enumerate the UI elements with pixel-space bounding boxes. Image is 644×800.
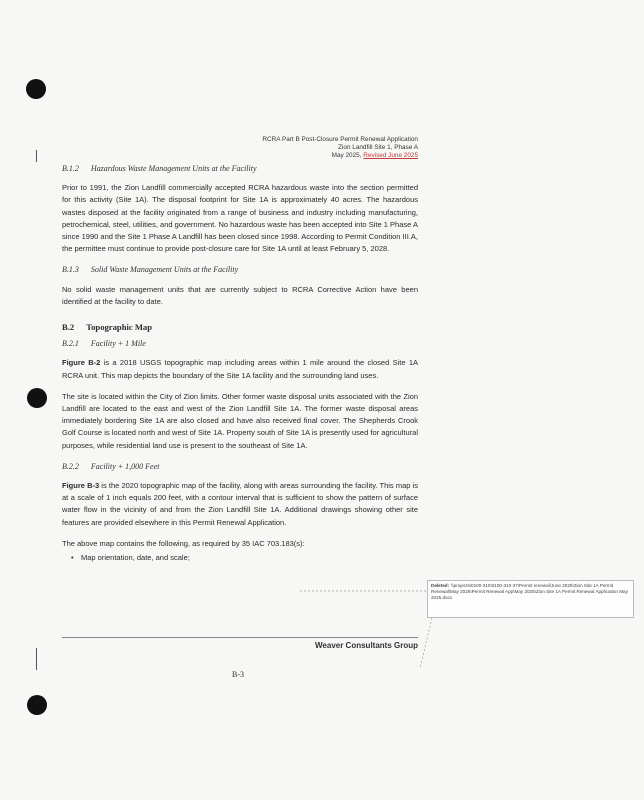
punch-hole-bottom (27, 695, 47, 715)
section-title: Topographic Map (86, 322, 153, 333)
section-b22-paragraph-1 (62, 480, 418, 529)
tracked-change-comment[interactable] (427, 580, 634, 618)
section-number: B.2 (62, 322, 75, 333)
section-b21-paragraph-1 (62, 357, 418, 381)
section-b22-heading (62, 461, 418, 473)
section-number: B.2.1 (62, 339, 79, 349)
header-line-2: Zion Landfill Site 1, Phase A (338, 144, 418, 152)
paragraph-text: is a 2018 USGS topographic map including areas within 1 mile around the closed Site 1A RCRA unit. This map depicts the boundary of the Site 1A facility and the surrounding land uses. (62, 358, 418, 380)
running-header (262, 136, 418, 161)
header-line-1: RCRA Part B Post-Closure Permit Renewal Application (262, 136, 418, 143)
section-b13-heading (62, 264, 418, 276)
section-b21-paragraph-2: The site is located within the City of Zion limits. Other former waste disposal units associated with the Zion Landfill are located to the east and west of the Zion Landfill Site 1A. The former waste disposal areas immediately bordering Site 1A are also closed and have also received final cover. The Shepherds Crook Golf Course is located north and west of Site 1A. Property south of Site 1A is presently used for agricultural purposes, while residential land use is present to the southeast of Site 1A. (62, 391, 418, 450)
section-number: B.1.3 (62, 265, 79, 275)
section-b22-paragraph-2: The above map contains the following, as required by 35 IAC 703.183(s): (62, 538, 305, 548)
section-b21-heading (62, 338, 418, 350)
section-title: Facility + 1,000 Feet (90, 461, 160, 471)
section-title: Hazardous Waste Management Units at the Facility (90, 164, 257, 173)
section-number: B.2.2 (62, 461, 79, 471)
list-item: • Map orientation, date, and scale; (73, 552, 418, 564)
section-b12-paragraph: Prior to 1991, the Zion Landfill commercially accepted RCRA hazardous waste into the section permitted for this activity (Site 1A). The disposal footprint for Site 1A is approximately 40 acres. The hazardous wastes disposed at the facility originated from a range of business and industry including manufacturing, petrochemical, steel, utilities, and government. No hazardous waste has been accepted into Site 1 Phase A since 1990 and the Site 1 Phase A Landfill has been closed since 1998. According to Permit Condition III.A, the permittee must continue to provide post-closure care for Site 1A until at least February 5, 2028. (62, 183, 418, 254)
comment-text: \\projects\0100-310\0100-310-37\Permit renewal\June 2025\Zion Site 1A Permit Renewal\May 2025\Permit Renewal App\May 2025\Zion Site 1A Permit Renewal Application May 2025.docx (431, 583, 628, 601)
footer-company: Weaver Consultants Group (315, 641, 418, 650)
requirements-list (62, 552, 418, 564)
header-line-3 (262, 152, 418, 160)
punch-hole-middle (27, 388, 47, 408)
change-bar-bottom (36, 648, 37, 670)
change-bar-top (36, 150, 37, 162)
figure-reference: Figure B-2 (62, 358, 101, 368)
section-b13-paragraph: No solid waste management units that are currently subject to RCRA Corrective Action have been identified at the facility to date. (62, 284, 418, 306)
footer-divider (62, 637, 418, 638)
document-body (62, 163, 418, 564)
comment-label: Deleted: (431, 583, 450, 588)
section-number: B.1.2 (62, 164, 79, 173)
punch-hole-top (26, 79, 46, 99)
header-revision: Revised June 2025 (363, 152, 418, 160)
figure-reference: Figure B-3 (62, 481, 100, 491)
section-b2-heading (62, 321, 418, 333)
section-title: Solid Waste Management Units at the Facility (90, 265, 239, 275)
page-number: B-3 (232, 670, 244, 679)
section-title: Facility + 1 Mile (90, 339, 146, 349)
header-date: May 2025, (331, 152, 364, 160)
section-b12-heading (62, 163, 418, 175)
paragraph-text: is the 2020 topographic map of the facility, along with areas surrounding the facility. This map is at a scale of 1 inch equals 200 feet, with a contour interval that is sufficient to show the pattern of surface water flow in the vicinity of and from the Zion Landfill Site 1A. Additional drawings showing other site features are provided elsewhere in this Permit Renewal Application. (62, 481, 418, 527)
